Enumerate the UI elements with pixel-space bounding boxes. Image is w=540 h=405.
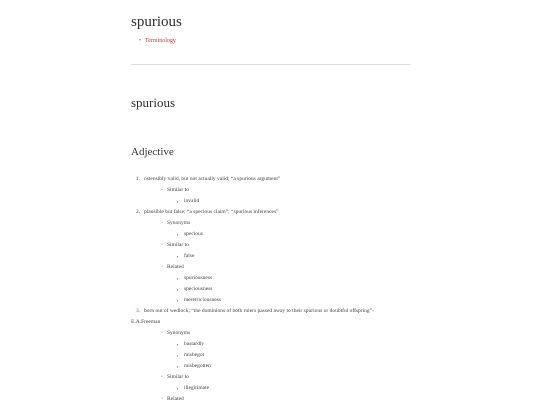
sense-number: 1. bbox=[136, 176, 141, 182]
relation-label: Similar to bbox=[167, 187, 189, 193]
word-heading: spurious bbox=[131, 95, 176, 110]
relation-item[interactable]: ▪ bastardly bbox=[167, 339, 374, 350]
relation-item[interactable]: ▪ specious bbox=[167, 229, 374, 240]
sense-item bbox=[131, 207, 374, 306]
relation-group-list bbox=[144, 218, 374, 306]
sense-definition: born out of wedlock; “the dominions of both rulers passed away to their spurious or doubtful offspring”- bbox=[144, 308, 374, 314]
relation-group bbox=[144, 262, 374, 306]
sense-number: 3. bbox=[136, 308, 141, 314]
sense-definition-continuation: E.A.Freeman bbox=[131, 319, 161, 325]
relation-item[interactable]: ▪ misbegotten bbox=[167, 361, 374, 372]
relation-group bbox=[144, 185, 374, 207]
sense-item bbox=[131, 306, 374, 405]
relation-group bbox=[144, 394, 374, 405]
relation-item[interactable]: ▪ spuriousness bbox=[167, 273, 374, 284]
relation-items bbox=[167, 196, 374, 207]
relation-item[interactable]: ▪ invalid bbox=[167, 196, 374, 207]
relation-item[interactable]: ▪ misbegot bbox=[167, 350, 374, 361]
page-title: spurious bbox=[131, 14, 182, 30]
relation-group-list bbox=[144, 328, 374, 405]
relation-group-list bbox=[144, 185, 374, 207]
relation-item[interactable]: ▪ illegitimate bbox=[167, 383, 374, 394]
relation-label: Synonyms bbox=[167, 220, 191, 226]
relation-items bbox=[167, 383, 374, 394]
relation-group bbox=[144, 372, 374, 394]
relation-label: Related bbox=[167, 396, 184, 402]
sense-definition: plausible but false; “a specious claim”; “spurious inferences” bbox=[144, 209, 279, 215]
sense-definition: ostensibly valid, but not actually valid; “a spurious argument” bbox=[144, 176, 281, 182]
divider bbox=[131, 64, 411, 65]
sense-item bbox=[131, 174, 374, 207]
relation-item[interactable]: ▪ meretriciousness bbox=[167, 295, 374, 306]
relation-items bbox=[167, 251, 374, 262]
sense-number: 2. bbox=[136, 209, 141, 215]
relation-group bbox=[144, 328, 374, 372]
relation-items bbox=[167, 273, 374, 306]
category-link-terminology[interactable]: • Terminology bbox=[139, 38, 176, 44]
relation-label: Similar to bbox=[167, 242, 189, 248]
relation-items bbox=[167, 339, 374, 372]
relation-item[interactable]: ▪ speciousness bbox=[167, 284, 374, 295]
category-list bbox=[139, 38, 176, 44]
relation-label: Similar to bbox=[167, 374, 189, 380]
relation-item[interactable]: ▪ false bbox=[167, 251, 374, 262]
relation-items bbox=[167, 229, 374, 240]
relation-group bbox=[144, 240, 374, 262]
relation-label: Related bbox=[167, 264, 184, 270]
part-of-speech-heading: Adjective bbox=[131, 146, 174, 158]
sense-list bbox=[131, 174, 374, 405]
relation-label: Synonyms bbox=[167, 330, 191, 336]
relation-group bbox=[144, 218, 374, 240]
